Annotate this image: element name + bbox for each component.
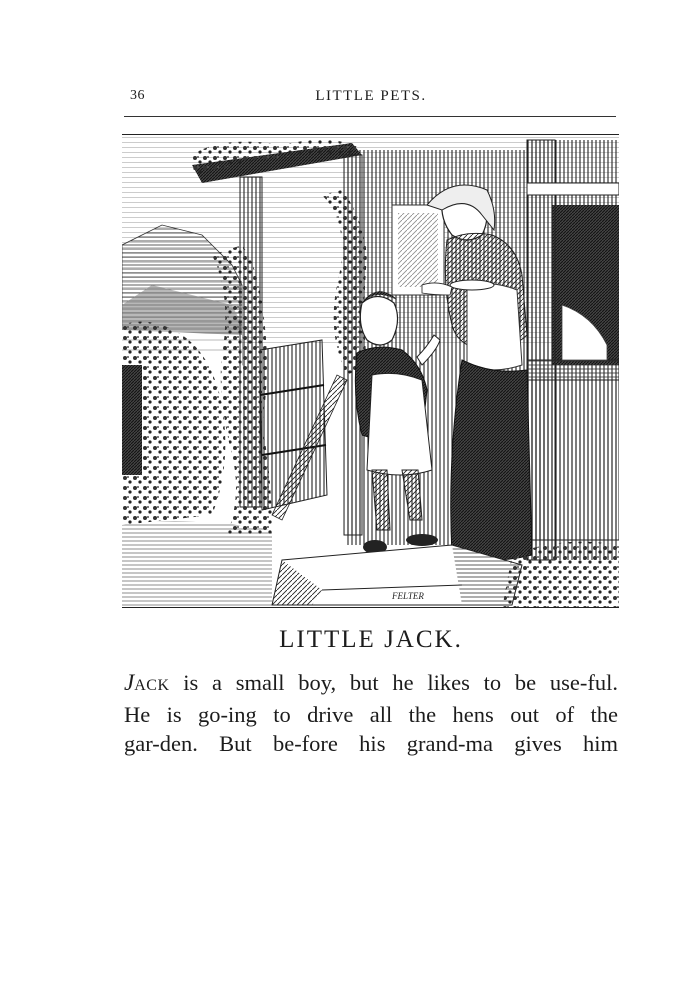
story-line-1-text: is a small boy, but he likes to be use-ful. — [169, 670, 618, 695]
story-line-2: He is go-ing to drive all the hens out of the — [124, 702, 618, 727]
story-line-1 — [124, 668, 618, 700]
header-rule — [124, 116, 616, 117]
page-number: 36 — [130, 88, 145, 103]
running-title: LITTLE PETS. — [315, 88, 427, 104]
doorway — [527, 140, 619, 560]
story-body — [124, 668, 618, 758]
engraving-illustration — [122, 134, 619, 608]
story-line-3: gar-den. But be-fore his grand-ma gives him — [124, 731, 618, 756]
garden-gate — [260, 340, 347, 520]
drop-cap: J — [124, 670, 135, 695]
running-header — [124, 88, 618, 110]
small-caps-word: ACK — [134, 677, 170, 694]
story-title: LITTLE JACK. — [279, 626, 463, 653]
artist-signature: FELTER — [392, 591, 424, 601]
